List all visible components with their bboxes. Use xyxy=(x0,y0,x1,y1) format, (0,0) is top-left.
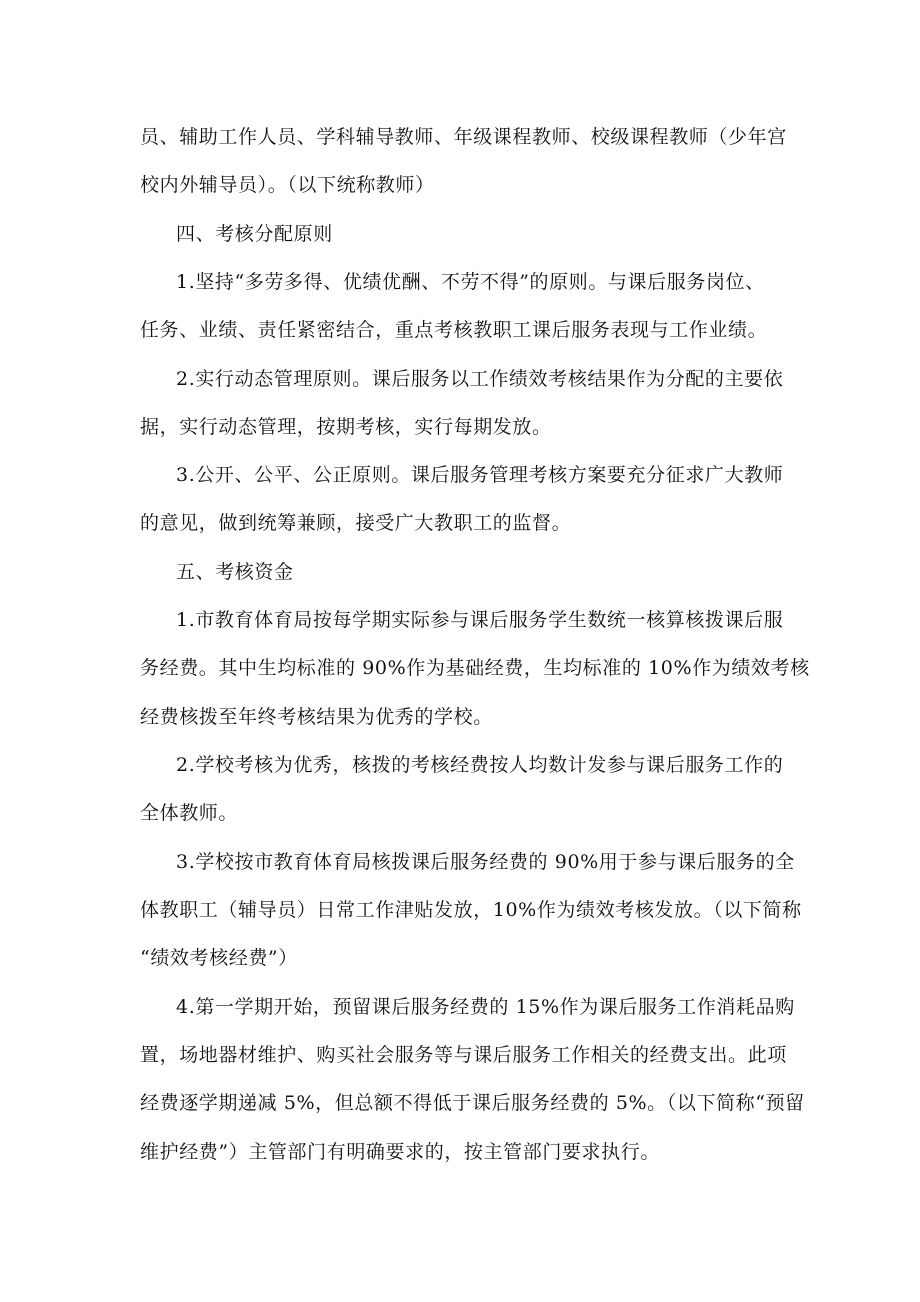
paragraph-line: 经费核拨至年终考核结果为优秀的学校。 xyxy=(140,706,493,728)
paragraph-line: 4.第一学期开始，预留课后服务经费的 15%作为课后服务工作消耗品购 xyxy=(176,996,795,1018)
paragraph-line: 维护经费”）主管部门有明确要求的，按主管部门要求执行。 xyxy=(140,1141,660,1163)
paragraph-line: 3.公开、公平、公正原则。课后服务管理考核方案要充分征求广大教师 xyxy=(176,464,784,486)
paragraph-line: 员、辅助工作人员、学科辅导教师、年级课程教师、校级课程教师（少年宫 xyxy=(140,126,787,148)
paragraph-line: 务经费。其中生均标准的 90%作为基础经费，生均标准的 10%作为绩效考核 xyxy=(140,657,810,679)
paragraph-line: 据，实行动态管理，按期考核，实行每期发放。 xyxy=(140,416,552,438)
paragraph-line: 全体教师。 xyxy=(140,802,239,824)
paragraph-line: 1.市教育体育局按每学期实际参与课后服务学生数统一核算核拨课后服 xyxy=(176,609,784,631)
paragraph-line: 经费逐学期递减 5%，但总额不得低于课后服务经费的 5%。（以下简称“预留 xyxy=(140,1092,805,1114)
paragraph-line: 2.实行动态管理原则。课后服务以工作绩效考核结果作为分配的主要依 xyxy=(176,368,784,390)
paragraph-line: 校内外辅导员）。（以下统称教师） xyxy=(140,174,435,196)
section-heading: 五、考核资金 xyxy=(176,561,294,583)
paragraph-line: 1.坚持“多劳多得、优绩优酬、不劳不得”的原则。与课后服务岗位、 xyxy=(176,271,765,293)
section-heading: 四、考核分配原则 xyxy=(176,223,333,245)
paragraph-line: 3.学校按市教育体育局核拨课后服务经费的 90%用于参与课后服务的全 xyxy=(176,851,795,873)
paragraph-line: 置，场地器材维护、购买社会服务等与课后服务工作相关的经费支出。此项 xyxy=(140,1044,787,1066)
paragraph-line: 2.学校考核为优秀，核拨的考核经费按人均数计发参与课后服务工作的 xyxy=(176,754,784,776)
paragraph-line: 体教职工（辅导员）日常工作津贴发放，10%作为绩效考核发放。（以下简称 xyxy=(140,899,802,921)
paragraph-line: 任务、业绩、责任紧密结合，重点考核教职工课后服务表现与工作业绩。 xyxy=(140,319,768,341)
paragraph-line: 的意见，做到统筹兼顾，接受广大教职工的监督。 xyxy=(140,512,572,534)
paragraph-line: “绩效考核经费”） xyxy=(140,947,298,969)
